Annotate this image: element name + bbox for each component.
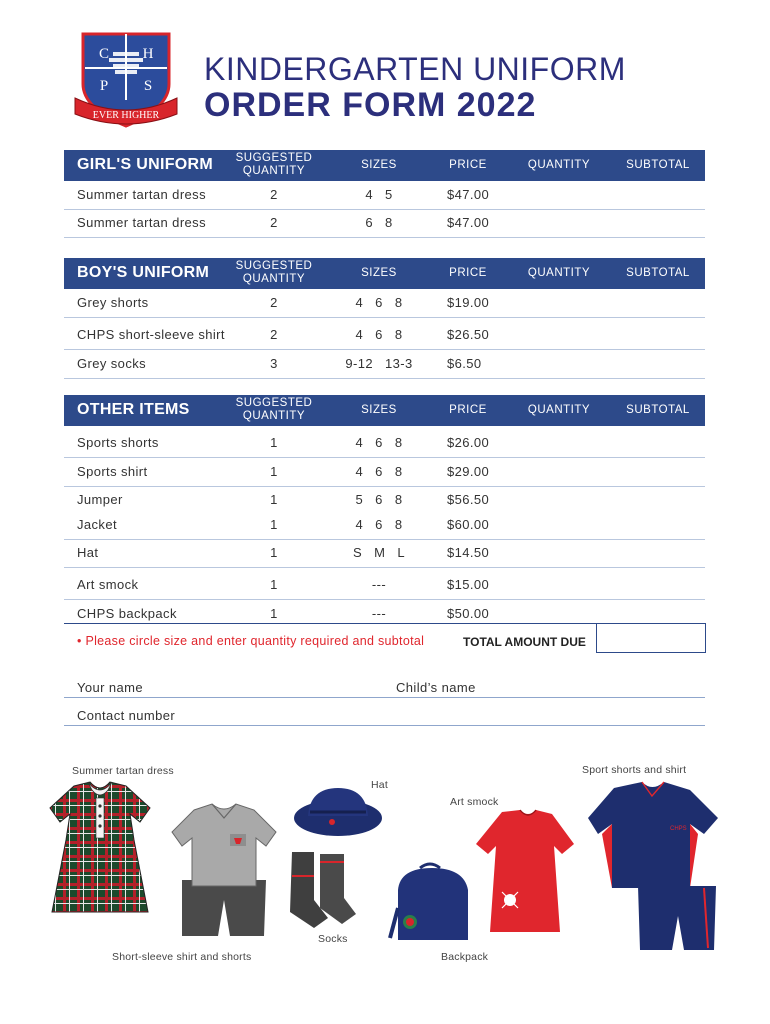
suggested-qty: 2: [270, 295, 278, 310]
caption-sport: Sport shorts and shirt: [582, 764, 687, 776]
total-amount-field[interactable]: [596, 623, 706, 653]
suggested-qty: 1: [270, 606, 278, 621]
section-header-other: [64, 395, 705, 426]
crest-banner-text: EVER HIGHER: [92, 110, 160, 121]
suggested-qty: 1: [270, 464, 278, 479]
tartan-dress-illustration: [44, 780, 156, 920]
table-row[interactable]: [64, 511, 705, 540]
item-name: CHPS backpack: [77, 606, 177, 621]
item-price: $15.00: [447, 577, 490, 592]
col-quantity: QUANTITY: [527, 267, 591, 279]
col-suggested-quantity: SUGGESTED QUANTITY: [235, 152, 313, 177]
socks-illustration: [284, 848, 360, 930]
col-quantity: QUANTITY: [527, 404, 591, 416]
page-title-line2: ORDER FORM 2022: [204, 86, 537, 124]
item-name: Jacket: [77, 517, 117, 532]
section-title: BOY'S UNIFORM: [77, 264, 210, 281]
item-price: $50.00: [447, 606, 490, 621]
size-options[interactable]: 4 6 8: [355, 435, 403, 450]
size-options[interactable]: 4 6 8: [355, 517, 403, 532]
crest-letter: C: [98, 46, 110, 62]
table-row[interactable]: [64, 429, 705, 458]
shirt-shorts-illustration: [168, 800, 280, 940]
suggested-qty: 1: [270, 577, 278, 592]
childs-name-label: Child’s name: [396, 680, 476, 695]
table-row[interactable]: [64, 458, 705, 487]
size-options[interactable]: 4 5: [365, 187, 393, 202]
table-row[interactable]: [64, 571, 705, 600]
item-price: $47.00: [447, 215, 490, 230]
caption-dress: Summer tartan dress: [72, 765, 174, 777]
size-options[interactable]: 5 6 8: [355, 492, 403, 507]
col-subtotal: SUBTOTAL: [626, 267, 690, 279]
item-price: $60.00: [447, 517, 490, 532]
divider: [64, 623, 596, 624]
crest-letter: S: [143, 78, 153, 94]
item-name: Grey shorts: [77, 295, 149, 310]
col-suggested-quantity: SUGGESTED QUANTITY: [235, 260, 313, 285]
col-price: PRICE: [449, 159, 487, 171]
school-crest-logo: [73, 30, 179, 130]
caption-smock: Art smock: [450, 796, 499, 808]
col-subtotal: SUBTOTAL: [626, 404, 690, 416]
crest-letter: P: [99, 78, 109, 94]
item-name: Art smock: [77, 577, 139, 592]
item-name: Grey socks: [77, 356, 147, 371]
section-header-girls: [64, 150, 705, 181]
size-options[interactable]: 4 6 8: [355, 464, 403, 479]
size-options[interactable]: S M L: [353, 545, 405, 560]
size-options[interactable]: 4 6 8: [355, 327, 403, 342]
item-name: CHPS short-sleeve shirt: [77, 327, 225, 342]
col-price: PRICE: [449, 404, 487, 416]
backpack-illustration: [386, 860, 476, 946]
col-price: PRICE: [449, 267, 487, 279]
suggested-qty: 2: [270, 327, 278, 342]
section-title: OTHER ITEMS: [77, 401, 190, 418]
total-amount-label: TOTAL AMOUNT DUE: [463, 635, 586, 649]
size-options[interactable]: 6 8: [365, 215, 393, 230]
item-name: Summer tartan dress: [77, 187, 206, 202]
hat-illustration: [290, 782, 386, 842]
size-options[interactable]: ---: [371, 606, 387, 621]
table-row[interactable]: [64, 486, 705, 510]
table-row[interactable]: [64, 289, 705, 318]
sport-uniform-illustration: [586, 778, 720, 954]
item-name: Summer tartan dress: [77, 215, 206, 230]
item-price: $6.50: [447, 356, 482, 371]
suggested-qty: 2: [270, 215, 278, 230]
suggested-qty: 1: [270, 517, 278, 532]
item-price: $26.00: [447, 435, 490, 450]
size-options[interactable]: 9-12 13-3: [345, 356, 413, 371]
item-price: $26.50: [447, 327, 490, 342]
caption-shirt-shorts: Short-sleeve shirt and shorts: [112, 951, 252, 963]
table-row[interactable]: [64, 321, 705, 350]
col-sizes: SIZES: [361, 159, 397, 171]
page-title-line1: KINDERGARTEN UNIFORM: [204, 51, 626, 87]
contact-field-line[interactable]: [64, 725, 705, 726]
col-quantity: QUANTITY: [527, 159, 591, 171]
item-name: Jumper: [77, 492, 123, 507]
suggested-qty: 2: [270, 187, 278, 202]
table-row[interactable]: [64, 209, 705, 238]
item-price: $56.50: [447, 492, 490, 507]
table-row[interactable]: [64, 539, 705, 568]
section-title: GIRL'S UNIFORM: [77, 156, 213, 173]
instruction-note: • Please circle size and enter quantity required and subtotal: [77, 634, 425, 648]
item-price: $47.00: [447, 187, 490, 202]
caption-backpack: Backpack: [441, 951, 489, 963]
svg-text:CHPS: CHPS: [670, 826, 687, 832]
item-name: Hat: [77, 545, 99, 560]
suggested-qty: 1: [270, 435, 278, 450]
caption-socks: Socks: [318, 933, 348, 945]
art-smock-illustration: [474, 808, 578, 934]
suggested-qty: 1: [270, 492, 278, 507]
table-row[interactable]: [64, 181, 705, 210]
item-price: $19.00: [447, 295, 490, 310]
contact-number-label: Contact number: [77, 708, 176, 723]
col-sizes: SIZES: [361, 404, 397, 416]
col-subtotal: SUBTOTAL: [626, 159, 690, 171]
item-price: $14.50: [447, 545, 490, 560]
crest-letter: H: [142, 46, 154, 62]
col-sizes: SIZES: [361, 267, 397, 279]
your-name-label: Your name: [77, 680, 143, 695]
item-name: Sports shirt: [77, 464, 148, 479]
suggested-qty: 3: [270, 356, 278, 371]
suggested-qty: 1: [270, 545, 278, 560]
table-row[interactable]: [64, 350, 705, 379]
item-price: $29.00: [447, 464, 490, 479]
item-name: Sports shorts: [77, 435, 159, 450]
size-options[interactable]: ---: [371, 577, 387, 592]
col-suggested-quantity: SUGGESTED QUANTITY: [235, 397, 313, 422]
section-header-boys: [64, 258, 705, 289]
size-options[interactable]: 4 6 8: [355, 295, 403, 310]
name-field-line[interactable]: [64, 697, 705, 698]
caption-hat: Hat: [371, 779, 388, 791]
